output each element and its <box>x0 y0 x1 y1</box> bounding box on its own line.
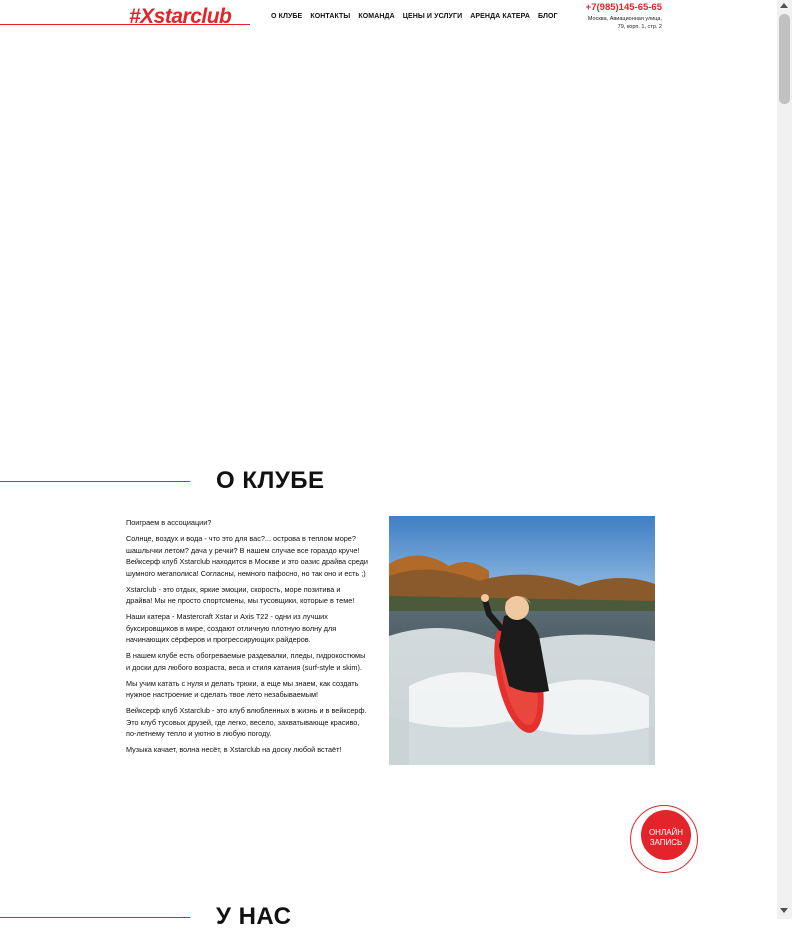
about-paragraph: Мы учим катать с нуля и делать трюки, а еще мы знаем, как создать нужное настроение и сделать твое лето незабываемым! <box>126 678 359 699</box>
nav-item-about[interactable]: О КЛУБЕ <box>271 13 303 20</box>
about-text <box>126 517 368 760</box>
about-paragraph: Xstarclub - это отдых, яркие эмоции, скорость, море позитива и драйва! Мы не просто спортсмены, мы тусовщики, которые в теме! <box>126 584 355 605</box>
about-paragraph: Поиграем в ассоциации? <box>126 518 212 527</box>
wakesurf-photo <box>389 516 655 765</box>
nav-item-contacts[interactable]: КОНТАКТЫ <box>310 13 351 20</box>
about-paragraph: Солнце, воздух и вода - что это для вас?... острова в теплом море? шашлычки летом? дача у речки? В нашем случае все гораздо круче! Вейксерф клуб Xstarclub находится в Москве и это оазис драйва среди шумного мегаполиса! Согласны, немного пафосно, но так оно и есть ;) <box>126 534 369 578</box>
about-paragraph: Музыка качает, волна несёт, в Xstarclub на доску любой встаёт! <box>126 745 342 754</box>
scroll-up-arrow-icon[interactable] <box>780 3 788 8</box>
phone-link[interactable]: +7(985)145-65-65 <box>585 2 662 13</box>
about-title: О КЛУБЕ <box>216 467 325 494</box>
scroll-down-arrow-icon[interactable] <box>780 908 788 913</box>
about-paragraph: В нашем клубе есть обогреваемые раздевалки, пледы, гидрокостюмы и доски для любого возраста, веса и стиля катания (surf-style и skim). <box>126 651 366 672</box>
address <box>552 15 662 31</box>
vertical-scrollbar[interactable] <box>777 0 792 919</box>
nav-item-blog[interactable]: БЛОГ <box>538 13 558 20</box>
main-nav <box>271 13 558 20</box>
next-section-title: У НАС <box>216 903 292 930</box>
nav-item-prices[interactable]: ЦЕНЫ И УСЛУГИ <box>402 13 463 20</box>
address-line-1: Москва, Авиационная улица, <box>587 16 662 22</box>
online-booking-line-1: ОНЛАЙН <box>648 828 684 837</box>
about-paragraph: Наши катера - Mastercraft Xstar и Axis T22 - одни из лучших буксировщиков в мире, создают отличную плотную волну для начинающих сёрферов и прогрессирующих райдеров. <box>126 612 337 644</box>
online-booking-label[interactable] <box>641 828 691 848</box>
online-booking-line-2: ЗАПИСЬ <box>649 838 683 847</box>
address-line-2: 79, корп. 1, стр. 2 <box>617 24 662 30</box>
logo[interactable]: #Xstarclub <box>129 5 232 28</box>
nav-item-team[interactable]: КОМАНДА <box>358 13 395 20</box>
about-heading-line <box>0 481 190 482</box>
nav-item-boat-rental[interactable]: АРЕНДА КАТЕРА <box>470 13 530 20</box>
about-paragraph: Вейксерф клуб Xstarclub - это клуб влюбленных в жизнь и в вейксерф. Это клуб тусовых друзей, где легко, весело, захватывающе красиво, по-летнему тепло и уютно в любую погоду. <box>126 706 367 738</box>
scrollbar-thumb[interactable] <box>779 14 790 104</box>
next-section-heading-line <box>0 917 190 918</box>
